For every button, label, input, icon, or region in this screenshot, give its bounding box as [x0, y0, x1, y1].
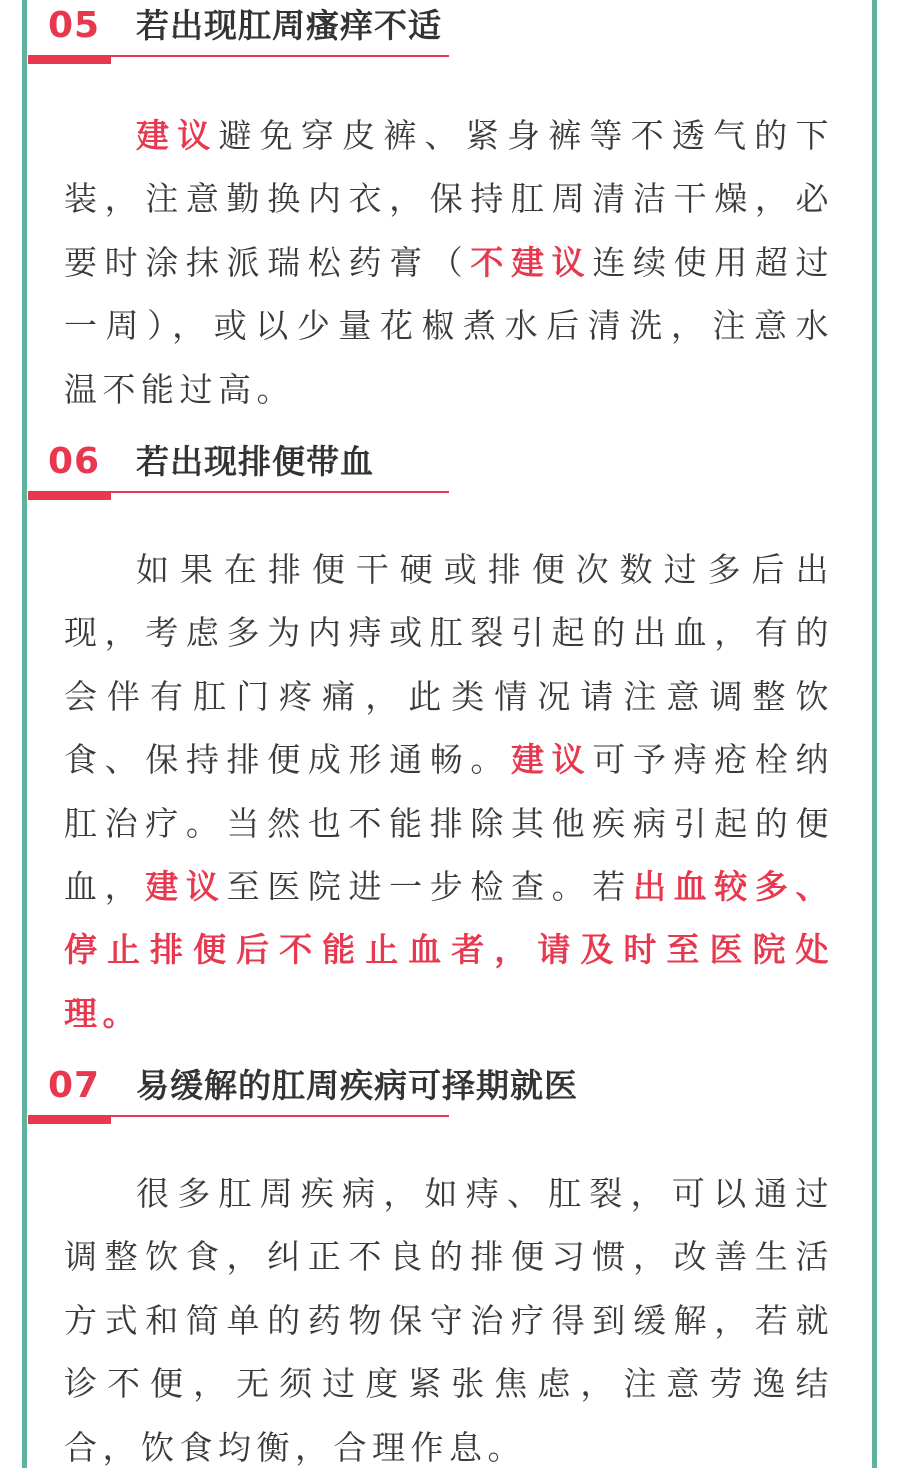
body-line [64, 231, 834, 294]
section-body [64, 1162, 834, 1479]
heading-underline-accent [28, 56, 111, 64]
section-number: 06 [48, 441, 101, 482]
heading-underline-accent [28, 1116, 111, 1124]
section-title: 若出现肛周瘙痒不适 [136, 6, 442, 45]
highlight-text: 建议 [145, 866, 227, 906]
section-number: 07 [48, 1065, 101, 1106]
section-heading [0, 1056, 900, 1136]
body-text: 方式和简单的药物保守治疗得到缓解，若就 [64, 1300, 834, 1340]
body-line [64, 1416, 834, 1479]
body-text: 会伴有肛门疼痛，此类情况请注意调整饮 [64, 676, 834, 716]
highlight-text: 建议 [511, 740, 593, 780]
highlight-text: 建议 [136, 116, 219, 155]
body-text: 要时涂抹派瑞松药膏（ [64, 242, 471, 282]
body-text: 很多肛周疾病，如痔、肛裂，可以通过 [136, 1174, 834, 1213]
body-text: 如果在排便干硬或排便次数过多后出 [136, 550, 834, 589]
body-text: 诊不便，无须过度紧张焦虑，注意劳逸结 [64, 1364, 834, 1404]
body-line [64, 982, 834, 1045]
highlight-text: 理。 [64, 993, 141, 1033]
body-text: 一周），或以少量花椒煮水后清洗，注意水 [64, 306, 834, 346]
body-line [64, 294, 834, 357]
body-text: 食、保持排便成形通畅。 [64, 740, 512, 780]
section-body [64, 538, 834, 1045]
body-line [64, 104, 834, 167]
body-text: 合，饮食均衡，合理作息。 [64, 1427, 526, 1467]
body-text: 调整饮食，纠正不良的排便习惯，改善生活 [64, 1237, 834, 1277]
highlight-text: 停止排便后不能止血者，请及时至医院处 [64, 930, 834, 970]
section-05 [0, 0, 900, 420]
body-line [64, 1225, 834, 1288]
heading-underline-accent [28, 492, 111, 500]
body-line [64, 665, 834, 728]
body-text: 温不能过高。 [64, 369, 295, 409]
body-line [64, 1289, 834, 1352]
highlight-text: 不建议 [470, 242, 593, 282]
body-line [64, 1352, 834, 1415]
body-line [64, 728, 834, 791]
section-body [64, 104, 834, 421]
body-line [64, 792, 834, 855]
body-line [64, 1162, 834, 1225]
body-line [64, 855, 834, 918]
section-07 [0, 1056, 900, 1468]
body-line [64, 601, 834, 664]
body-text: 至医院进一步检查。若 [226, 866, 633, 906]
body-text: 装，注意勤换内衣，保持肛周清洁干燥，必 [64, 179, 834, 219]
body-text: 肛治疗。当然也不能排除其他疾病引起的便 [64, 803, 834, 843]
section-06 [0, 432, 900, 1042]
section-title: 若出现排便带血 [136, 442, 374, 481]
body-line [64, 358, 834, 421]
body-text: 避免穿皮裤、紧身裤等不透气的下 [218, 116, 834, 155]
body-line [64, 918, 834, 981]
body-text: 血， [64, 866, 146, 906]
highlight-text: 出血较多、 [632, 866, 835, 906]
section-title: 易缓解的肛周疾病可择期就医 [136, 1066, 578, 1105]
body-text: 连续使用超过 [592, 242, 835, 282]
body-line [64, 538, 834, 601]
section-heading [0, 0, 900, 76]
body-text: 可予痔疮栓纳 [592, 740, 835, 780]
body-text: 现，考虑多为内痔或肛裂引起的出血，有的 [64, 613, 834, 653]
section-number: 05 [48, 5, 101, 46]
section-heading [0, 432, 900, 512]
body-line [64, 167, 834, 230]
